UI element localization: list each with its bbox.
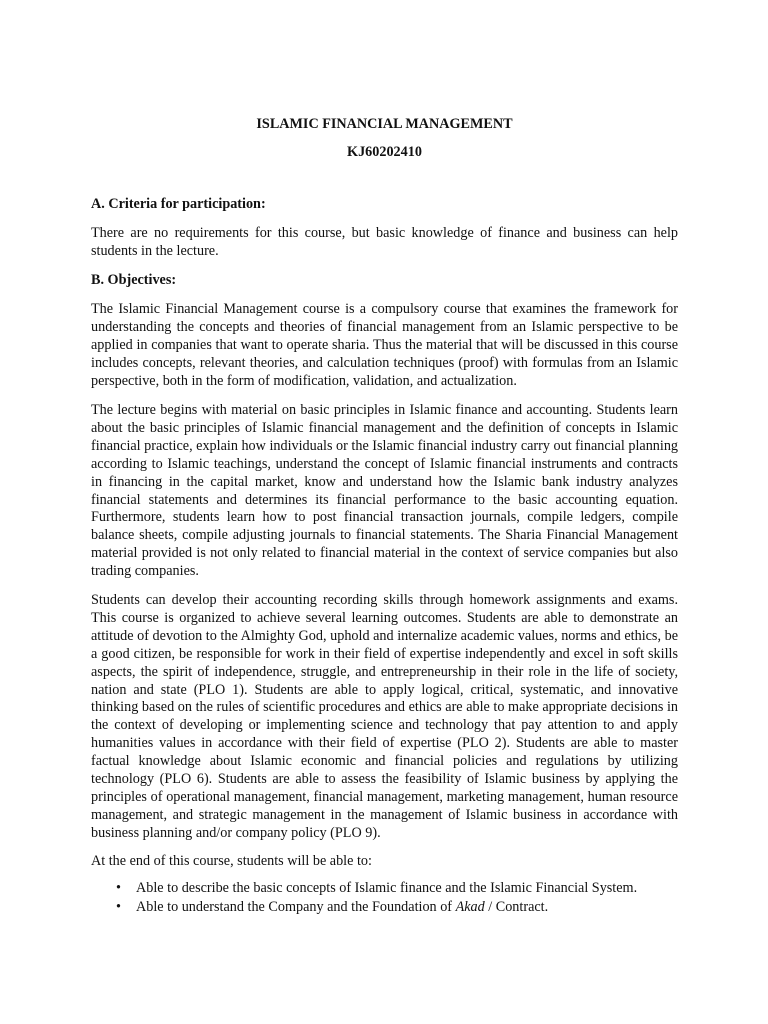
bullet-icon: •: [116, 879, 121, 896]
list-item: [91, 880, 678, 898]
list-item-italic-term: Akad: [455, 898, 485, 915]
list-item-text: Able to describe the basic concepts of Islamic finance and the Islamic Financial System.: [136, 879, 638, 896]
objectives-paragraph-1: The Islamic Financial Management course is a compulsory course that examines the framework for understanding the concepts and theories of financial management from an Islamic perspective to be applied in companies that want to operate sharia. Thus the material that will be discussed in this course includes concepts, relevant theories, and calculation techniques (proof) with formulas from an Islamic perspective, both in the form of modification, validation, and actualization.: [91, 301, 678, 390]
list-item: [91, 899, 678, 917]
document-title: ISLAMIC FINANCIAL MANAGEMENT: [256, 116, 513, 132]
list-item-text-end: / Contract.: [484, 898, 549, 915]
learning-outcomes-list: [91, 880, 678, 917]
section-b-heading: B. Objectives:: [91, 271, 177, 288]
list-item-text-start: Able to understand the Company and the Foundation of: [136, 898, 456, 915]
bullet-icon: •: [116, 898, 121, 915]
section-a-heading: A. Criteria for participation:: [91, 195, 266, 212]
learning-outcomes-intro: At the end of this course, students will be able to:: [91, 852, 372, 869]
section-a-paragraph: There are no requirements for this course, but basic knowledge of finance and business can help students in the lecture.: [91, 224, 678, 259]
course-code: KJ60202410: [347, 143, 422, 160]
objectives-paragraph-3: Students can develop their accounting recording skills through homework assignments and exams. This course is organized to achieve several learning outcomes. Students are able to demonstrate an attitude of devotion to the Almighty God, uphold and internalize academic values, norms and ethics, be a good citizen, be responsible for work in their field of expertise independently and excel in soft skills aspects, the spirit of independence, struggle, and entrepreneurship in their role in the life of society, nation and state (PLO 1). Students are able to apply logical, critical, systematic, and innovative thinking based on the rules of scientific procedures and ethics are able to make appropriate decisions in the context of developing or implementing science and technology that pay attention to and apply humanities values in accordance with their field of expertise (PLO 2). Students are able to master factual knowledge about Islamic economic and financial policies and regulations by utilizing technology (PLO 6). Students are able to assess the feasibility of Islamic business by applying the principles of operational management, financial management, marketing management, human resource management, and strategic management in the management of Islamic business in accordance with business planning and/or company policy (PLO 9).: [91, 592, 678, 841]
objectives-paragraph-2: The lecture begins with material on basic principles in Islamic finance and accounting. Students learn about the basic principles of Islamic financial management and the definition of concepts in Islamic financial practice, explain how individuals or the Islamic financial industry carry out financial planning according to Islamic teachings, understand the concept of Islamic financial instruments and contracts in financing in the capital market, know and understand how the Islamic bank industry analyzes financial statements and determines its financial performance to the basic accounting equation. Furthermore, students learn how to post financial transaction journals, compile ledgers, compile balance sheets, compile adjusting journals to financial statements. The Sharia Financial Management material provided is not only related to financial material in the context of service companies but also trading companies.: [91, 401, 679, 580]
